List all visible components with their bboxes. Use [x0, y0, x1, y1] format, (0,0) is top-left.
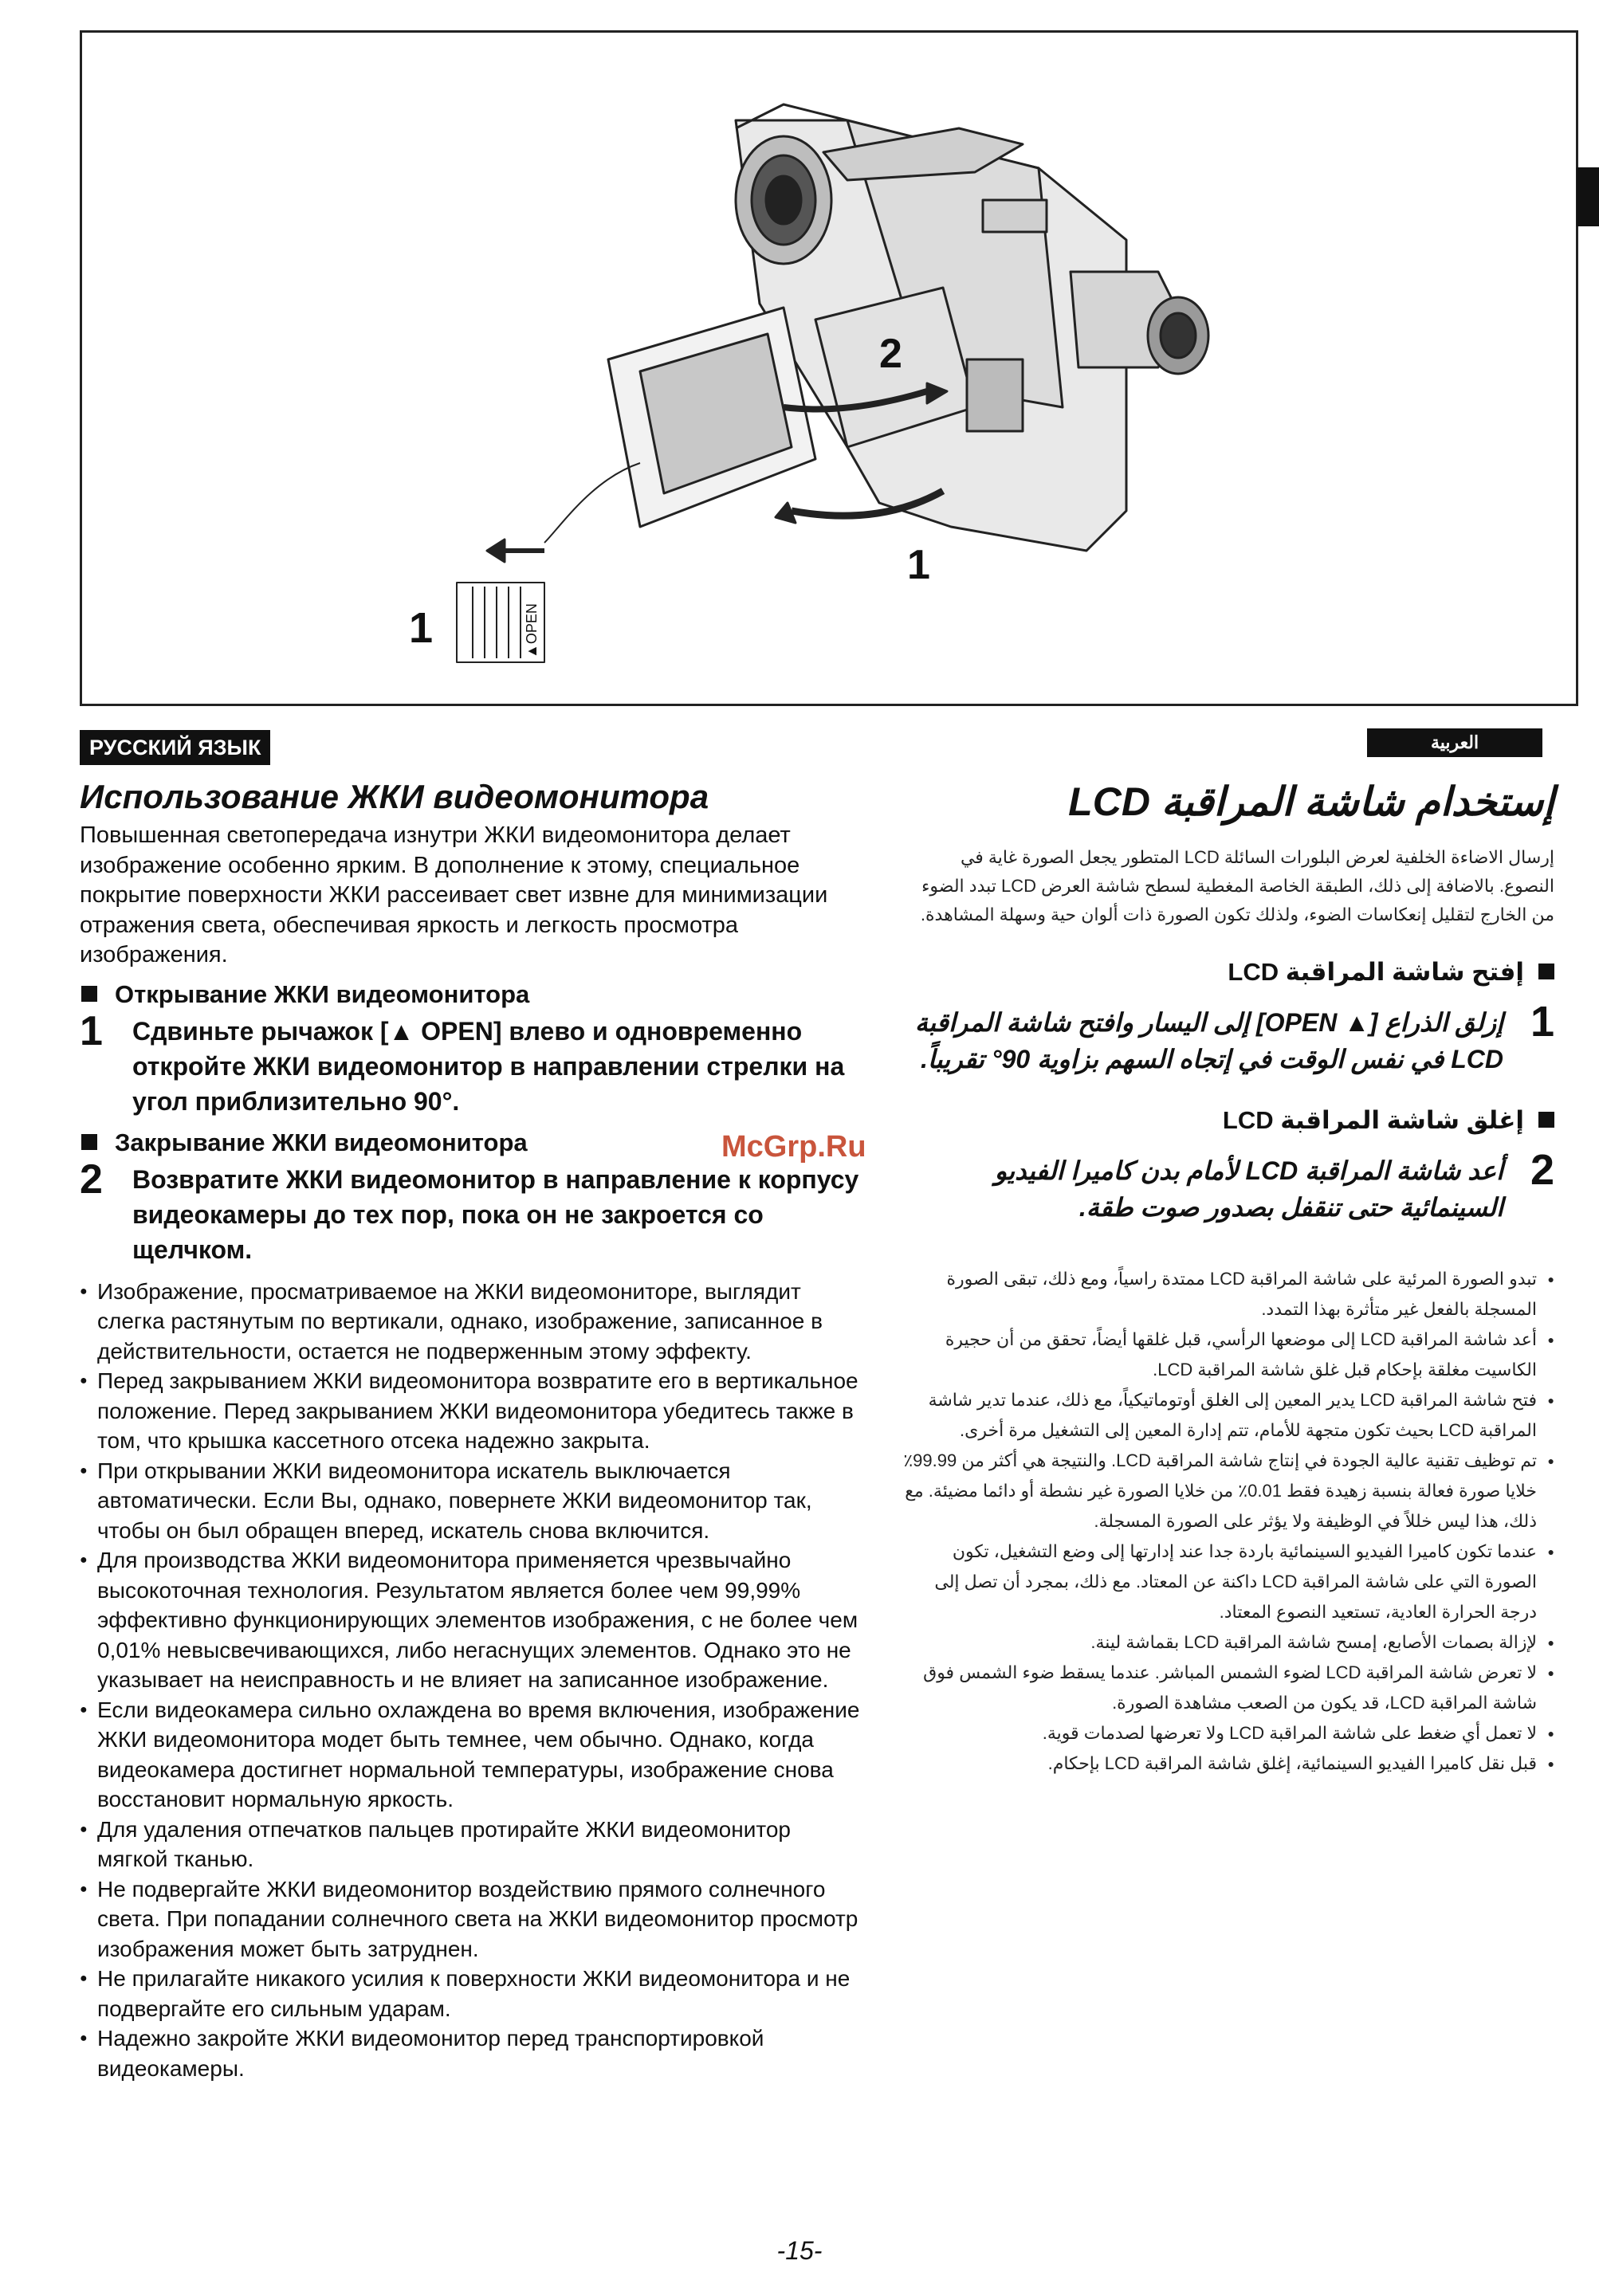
step-number: 2: [80, 1156, 103, 1203]
note-item: ● Изображение, просматриваемое на ЖКИ видеомониторе, выглядит слегка растянутым по вертикали, однако, изображение, записанное в действительности, остается не подверженным этому эффекту.: [80, 1277, 861, 1367]
square-bullet-icon: [81, 986, 97, 1002]
watermark: McGrp.Ru: [721, 1130, 866, 1164]
arabic-language-badge: العربية: [1367, 728, 1542, 757]
russian-title: Использование ЖКИ видеомонитора: [80, 778, 709, 815]
note-item: ● تبدو الصورة المرئية على شاشة المراقبة LCD ممتدة راسياً، ومع ذلك، تبقى الصورة المسجلة بالفعل غير متأثرة بهذا التمدد.: [901, 1264, 1554, 1325]
note-item: ● Надежно закройте ЖКИ видеомонитор перед транспортировкой видеокамеры.: [80, 2023, 861, 2083]
square-bullet-icon: [1538, 1112, 1554, 1128]
arabic-notes-list: [901, 1264, 1554, 1779]
note-item: ● لا تعمل أي ضغط على شاشة المراقبة LCD ولا تعرضها لصدمات قوية.: [901, 1718, 1554, 1748]
note-item: ● تم توظيف تقنية عالية الجودة في إنتاج شاشة المراقبة LCD. والنتيجة هي أكثر من 99.99٪ خلايا صورة فعالة بنسبة زهيدة فقط 0.01٪ من خلايا الصورة غير نشطة أو دائما مضيئة. مع ذلك، هذا ليس خللاً في الوظيفة ولا يؤثر على الصورة المسجلة.: [901, 1446, 1554, 1537]
note-item: ● Перед закрыванием ЖКИ видеомонитора возвратите его в вертикальное положение. Перед закрыванием ЖКИ видеомонитора убедитесь также в том, что крышка кассетного отсека надежно закрыта.: [80, 1366, 861, 1456]
note-item: ● لإزالة بصمات الأصابع، إمسح شاشة المراقبة LCD بقماشة لينة.: [901, 1627, 1554, 1658]
camcorder-drawing: [82, 33, 1581, 708]
russian-open-heading-text: Открывание ЖКИ видеомонитора: [115, 979, 530, 1008]
arabic-step-2: [901, 1146, 1554, 1226]
step-text: أعد شاشة المراقبة LCD لأمام بدن كاميرا الفيديو السينمائية حتى تنقفل بصدور صوت طقة.: [994, 1156, 1503, 1222]
step-number: 1: [80, 1007, 103, 1054]
arabic-open-heading: [901, 956, 1554, 988]
note-item: ● أعد شاشة المراقبة LCD إلى موضعها الرأسي، قبل غلقها أيضاً، تحقق من أن حجيرة الكاسيت مغلقة بإحكام قبل غلق شاشة المراقبة LCD.: [901, 1325, 1554, 1385]
square-bullet-icon: [81, 1134, 97, 1150]
step-text: Возвратите ЖКИ видеомонитор в направление к корпусу видеокамеры до тех пор, пока он не закроется со щелчком.: [132, 1164, 859, 1264]
note-item: ● عندما تكون كاميرا الفيديو السينمائية باردة جدا عند إدارتها إلى وضع التشغيل، تكون الصورة التي على شاشة المراقبة LCD داكنة عن المعتاد. مع ذلك، بمجرد أن تصل إلى درجة الحرارة العادية، تستعيد النصوع المعتاد.: [901, 1537, 1554, 1627]
note-item: ● Если видеокамера сильно охлаждена во время включения, изображение ЖКИ видеомонитора модет быть темнее, чем обычно. Однако, когда видеокамера достигнет нормальной температуры, изображение снова восстановит нормальную яркость.: [80, 1695, 861, 1815]
russian-step-2: [80, 1156, 861, 1267]
russian-language-badge: РУССКИЙ ЯЗЫК: [80, 730, 270, 765]
step-text: Сдвиньте рычажок [▲ OPEN] влево и одновременно откройте ЖКИ видеомонитор в направлении стрелки на угол приблизительно 90°.: [132, 1016, 845, 1116]
russian-column: [80, 778, 861, 2083]
step-text: إزلق الذراع [▲ OPEN] إلى اليسار وافتح شاشة المراقبة LCD في نفس الوقت في إتجاه السهم بزاوية 90° تقريباً.: [914, 1008, 1503, 1073]
lever-step-label: 1: [409, 604, 434, 652]
figure-step-2-label: 2: [879, 331, 902, 377]
square-bullet-icon: [1538, 964, 1554, 979]
arabic-intro: إرسال الاضاءة الخلفية لعرض البلورات السائلة LCD المتطور يجعل الصورة غاية في النصوع. بالاضافة إلى ذلك، الطبقة الخاصة المغطية لسطح شاشة العرض LCD تبدد الضوء من الخارج لتقليل إنعكاسات الضوء، ولذلك تكون الصورة ذات ألوان حية وسهلة المشاهدة.: [920, 847, 1554, 924]
note-item: ● Для удаления отпечатков пальцев протирайте ЖКИ видеомонитор мягкой тканью.: [80, 1815, 861, 1874]
arabic-close-heading: [901, 1105, 1554, 1136]
note-item: ● لا تعرض شاشة المراقبة LCD لضوء الشمس المباشر. عندما يسقط ضوء الشمس فوق شاشة المراقبة LCD، قد يكون من الصعب مشاهدة الصورة.: [901, 1658, 1554, 1718]
arabic-open-heading-text: إفتح شاشة المراقبة LCD: [1228, 958, 1524, 986]
note-item: ● قبل نقل كاميرا الفيديو السينمائية، إغلق شاشة المراقبة LCD بإحكام.: [901, 1748, 1554, 1779]
figure-step-1-label: 1: [907, 542, 930, 588]
camcorder-illustration: [80, 30, 1578, 706]
note-item: ● Не прилагайте никакого усилия к поверхности ЖКИ видеомонитора и не подвергайте его сильным ударам.: [80, 1964, 861, 2023]
arabic-title: إستخدام شاشة المراقبة LCD: [1068, 779, 1554, 824]
russian-intro: Повышенная светопередача изнутри ЖКИ видеомонитора делает изображение особенно ярким. В дополнение к этому, специальное покрытие поверхности ЖКИ рассеивает свет извне для минимизации отражения света, обеспечивая яркость и легкость просмотра изображения.: [80, 822, 828, 967]
russian-close-heading-text: Закрывание ЖКИ видеомонитора: [115, 1128, 528, 1156]
side-tab-marker: [1577, 167, 1599, 226]
step-number: 1: [1530, 998, 1554, 1046]
russian-step-1: [80, 1007, 861, 1119]
arabic-close-heading-text: إغلق شاشة المراقبة LCD: [1222, 1106, 1524, 1134]
arabic-step-1: [901, 998, 1554, 1077]
note-item: ● При открывании ЖКИ видеомонитора искатель выключается автоматически. Если Вы, однако, повернете ЖКИ видеомонитор так, чтобы он был обращен вперед, искатель снова включится.: [80, 1456, 861, 1546]
page-number: -15-: [776, 2236, 823, 2265]
note-item: ● Не подвергайте ЖКИ видеомонитор воздействию прямого солнечного света. При попадании солнечного света на ЖКИ видеомонитор просмотр изображения может быть затруднен.: [80, 1874, 861, 1964]
note-item: ● Для производства ЖКИ видеомонитора применяется чрезвычайно высокоточная технология. Результатом является более чем 99,99% эффективно функционирующих элементов изображения, с не более чем 0,01% невысвечивающихся, либо негаснущих элементов. Однако это не указывает на неисправность и не влияет на записанное изображение.: [80, 1545, 861, 1695]
note-item: ● فتح شاشة المراقبة LCD يدير المعين إلى الغلق أوتوماتيكياً، مع ذلك، عندما تدير شاشة المراقبة LCD بحيث تكون متجهة للأمام، تتم إدارة المعين إلى التشغيل مرة أخرى.: [901, 1385, 1554, 1446]
arabic-column: [901, 778, 1554, 1779]
lever-open-text: ▲OPEN: [524, 603, 540, 658]
russian-notes-list: [80, 1277, 861, 2084]
step-number: 2: [1530, 1146, 1554, 1194]
russian-open-heading: [80, 979, 861, 1011]
